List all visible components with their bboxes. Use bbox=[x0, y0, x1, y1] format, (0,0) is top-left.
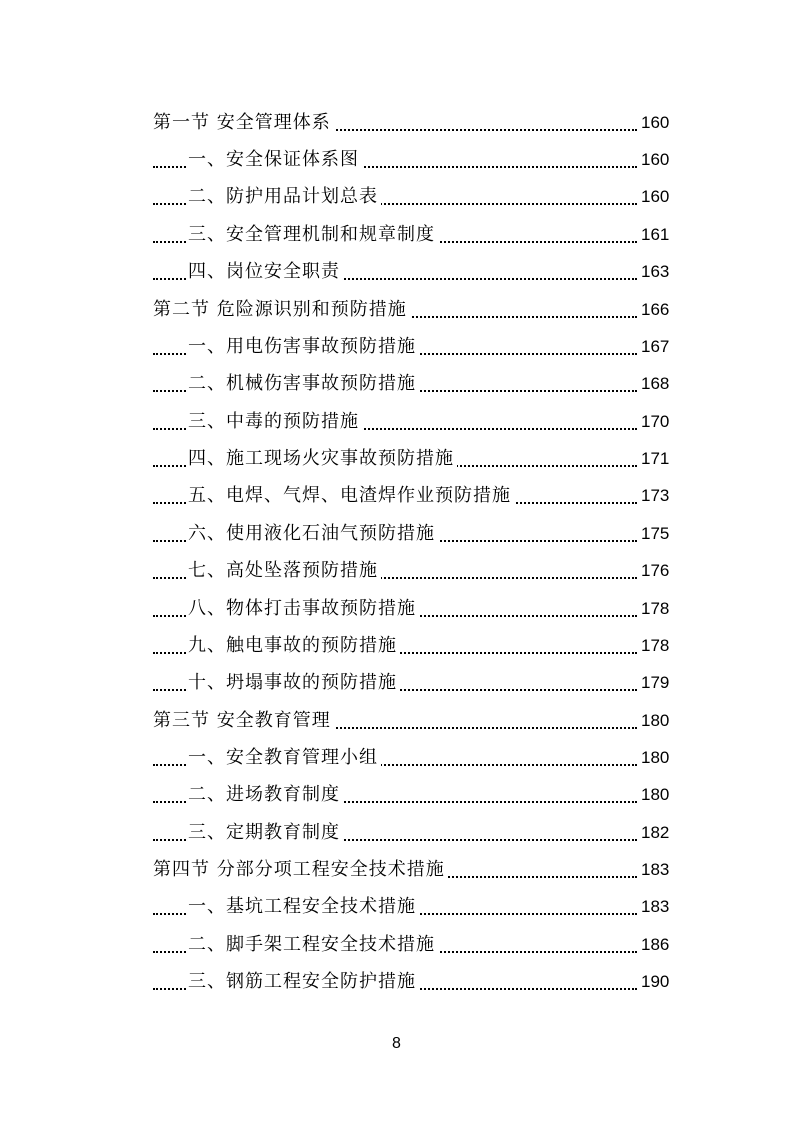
toc-entry-item[interactable] bbox=[0, 964, 793, 994]
toc-entry-page: 173 bbox=[639, 484, 669, 508]
toc-entry-page: 166 bbox=[639, 298, 669, 322]
toc-entry-item[interactable] bbox=[0, 591, 793, 621]
toc-entry-page: 183 bbox=[639, 858, 669, 882]
toc-entry-page: 180 bbox=[639, 783, 669, 807]
toc-entry-page: 163 bbox=[639, 260, 669, 284]
toc-entry-title: 二、机械伤害事故预防措施 bbox=[188, 372, 419, 396]
toc-entry-item[interactable] bbox=[0, 404, 793, 434]
toc-entry-title: 五、电焊、气焊、电渣焊作业预防措施 bbox=[188, 484, 514, 508]
toc-entry-page: 160 bbox=[639, 111, 669, 135]
toc-entry-section-2[interactable] bbox=[0, 292, 793, 322]
toc-entry-page: 182 bbox=[639, 821, 669, 845]
toc-entry-page: 178 bbox=[639, 634, 669, 658]
toc-entry-item[interactable] bbox=[0, 142, 793, 172]
toc-entry-section-3[interactable] bbox=[0, 703, 793, 733]
toc-entry-page: 178 bbox=[639, 597, 669, 621]
toc-entry-page: 171 bbox=[639, 447, 669, 471]
toc-entry-page: 175 bbox=[639, 522, 669, 546]
toc-entry-title: 七、高处坠落预防措施 bbox=[188, 559, 381, 583]
toc-entry-section-4[interactable] bbox=[0, 852, 793, 882]
toc-entry-title: 九、触电事故的预防措施 bbox=[188, 634, 400, 658]
toc-entry-title: 四、施工现场火灾事故预防措施 bbox=[188, 447, 457, 471]
toc-entry-item[interactable] bbox=[0, 516, 793, 546]
toc-entry-item[interactable] bbox=[0, 777, 793, 807]
toc-entry-page: 183 bbox=[639, 895, 669, 919]
toc-entry-item[interactable] bbox=[0, 553, 793, 583]
toc-entry-title: 四、岗位安全职责 bbox=[188, 260, 343, 284]
toc-entry-page: 176 bbox=[639, 559, 669, 583]
toc-entry-title: 三、定期教育制度 bbox=[188, 821, 343, 845]
toc-entry-title: 第一节 安全管理体系 bbox=[153, 111, 334, 135]
toc-entry-title: 二、防护用品计划总表 bbox=[188, 185, 381, 209]
page-number: 8 bbox=[392, 1035, 401, 1052]
toc-entry-page: 179 bbox=[639, 671, 669, 695]
toc-entry-title: 二、进场教育制度 bbox=[188, 783, 343, 807]
toc-entry-item[interactable] bbox=[0, 815, 793, 845]
toc-entry-title: 第四节 分部分项工程安全技术措施 bbox=[153, 858, 448, 882]
toc-entry-title: 二、脚手架工程安全技术措施 bbox=[188, 933, 438, 957]
toc-entry-item[interactable] bbox=[0, 927, 793, 957]
toc-entry-title: 三、中毒的预防措施 bbox=[188, 410, 362, 434]
toc-entry-title: 一、安全保证体系图 bbox=[188, 148, 362, 172]
toc-entry-page: 161 bbox=[639, 223, 669, 247]
toc-entry-page: 190 bbox=[639, 970, 669, 994]
toc-entry-item[interactable] bbox=[0, 665, 793, 695]
toc-entry-title: 一、安全教育管理小组 bbox=[188, 746, 381, 770]
toc-entry-item[interactable] bbox=[0, 628, 793, 658]
toc-entry-title: 一、用电伤害事故预防措施 bbox=[188, 335, 419, 359]
toc-entry-item[interactable] bbox=[0, 478, 793, 508]
toc-entry-item[interactable] bbox=[0, 889, 793, 919]
toc-entry-title: 六、使用液化石油气预防措施 bbox=[188, 522, 438, 546]
toc-entry-item[interactable] bbox=[0, 254, 793, 284]
toc-entry-title: 十、坍塌事故的预防措施 bbox=[188, 671, 400, 695]
toc-entry-item[interactable] bbox=[0, 329, 793, 359]
toc-entry-title: 第二节 危险源识别和预防措施 bbox=[153, 298, 410, 322]
toc-entry-item[interactable] bbox=[0, 441, 793, 471]
toc-entry-page: 160 bbox=[639, 148, 669, 172]
toc-entry-title: 三、钢筋工程安全防护措施 bbox=[188, 970, 419, 994]
toc-entry-title: 第三节 安全教育管理 bbox=[153, 709, 334, 733]
toc-entry-section-1[interactable] bbox=[0, 105, 793, 135]
toc-entry-page: 186 bbox=[639, 933, 669, 957]
toc-entry-page: 180 bbox=[639, 709, 669, 733]
toc-entry-item[interactable] bbox=[0, 217, 793, 247]
toc-entry-page: 167 bbox=[639, 335, 669, 359]
toc-entry-item[interactable] bbox=[0, 366, 793, 396]
toc-entry-item[interactable] bbox=[0, 179, 793, 209]
toc-entry-title: 八、物体打击事故预防措施 bbox=[188, 597, 419, 621]
toc-entry-page: 168 bbox=[639, 372, 669, 396]
toc-entry-item[interactable] bbox=[0, 740, 793, 770]
toc-entry-page: 170 bbox=[639, 410, 669, 434]
toc-entry-title: 一、基坑工程安全技术措施 bbox=[188, 895, 419, 919]
toc-entry-title: 三、安全管理机制和规章制度 bbox=[188, 223, 438, 247]
toc-entry-page: 160 bbox=[639, 185, 669, 209]
toc-entry-page: 180 bbox=[639, 746, 669, 770]
